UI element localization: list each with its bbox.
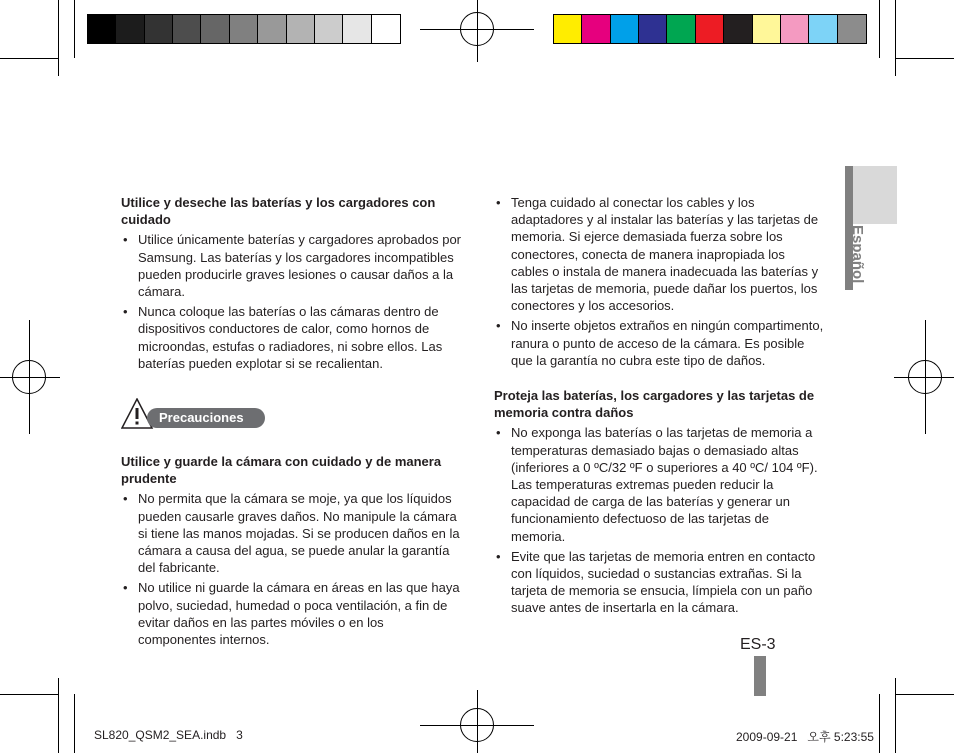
crop-mark	[74, 694, 75, 753]
crop-mark	[895, 678, 896, 753]
page-number: ES-3	[740, 636, 776, 653]
bullet-list	[494, 194, 826, 369]
bullet-list	[121, 231, 461, 372]
registration-line	[925, 320, 926, 434]
language-tab-label: Español	[849, 225, 866, 284]
crop-mark	[879, 694, 880, 753]
color-swatch	[372, 15, 400, 43]
right-column	[494, 194, 826, 620]
crop-mark	[895, 694, 954, 695]
language-tab-box	[852, 166, 897, 224]
list-item: • Utilice únicamente baterías y cargadores aprobados por Samsung. Las baterías y los cargadores incompatibles pueden producirle graves lesiones o causar daños a la cámara.	[121, 231, 461, 300]
color-swatch	[88, 15, 116, 43]
color-swatch	[639, 15, 667, 43]
registration-line	[477, 0, 478, 62]
color-swatch	[667, 15, 695, 43]
list-item: • No utilice ni guarde la cámara en áreas en las que haya polvo, suciedad, humedad o poca ventilación, a fin de evitar daños en las partes móviles o en los componentes internos.	[121, 579, 461, 648]
color-swatch	[582, 15, 610, 43]
crop-mark	[895, 58, 954, 59]
color-swatch	[343, 15, 371, 43]
crop-mark	[74, 0, 75, 58]
grayscale-bar	[87, 14, 401, 44]
registration-line	[477, 690, 478, 753]
list-item: • No inserte objetos extraños en ningún compartimento, ranura o punto de acceso de la cámara. Es posible que la garantía no cubra este tipo de daños.	[494, 317, 826, 369]
list-item: • Evite que las tarjetas de memoria entren en contacto con líquidos, suciedad o sustancias extrañas. Si la tarjeta de memoria se ensucia, límpiela con un paño suave antes de insertarla en la cámara.	[494, 548, 826, 617]
color-swatch	[696, 15, 724, 43]
precaution-label: Precauciones	[147, 408, 265, 428]
color-swatch	[145, 15, 173, 43]
bullet-list	[494, 424, 826, 616]
registration-line	[894, 377, 954, 378]
list-item: • Tenga cuidado al conectar los cables y los adaptadores y al instalar las baterías y las tarjetas de memoria. Si ejerce demasiada fuerza sobre los conectores, conecta de manera inapropiada los cables o instala de manera inadecuada las baterías y las tarjetas de memoria, puede dañar los puertos, los conectores y los accesorios.	[494, 194, 826, 314]
color-swatch	[838, 15, 866, 43]
crop-mark	[0, 694, 58, 695]
footer-file-info: SL820_QSM2_SEA.indb 3	[94, 728, 243, 742]
section-heading: Proteja las baterías, los cargadores y las tarjetas de memoria contra daños	[494, 388, 815, 421]
crop-mark	[895, 0, 896, 76]
color-swatch	[753, 15, 781, 43]
color-swatch	[173, 15, 201, 43]
crop-mark	[879, 0, 880, 58]
crop-mark	[58, 0, 59, 76]
color-swatch	[611, 15, 639, 43]
color-swatch	[116, 15, 144, 43]
color-bar	[553, 14, 867, 44]
crop-mark	[0, 58, 58, 59]
registration-line	[29, 320, 30, 434]
list-item: • Nunca coloque las baterías o las cámaras dentro de dispositivos conductores de calor, como hornos de microondas, estufas o radiadores, ni sobre ellos. Las baterías pueden explotar si se recalientan.	[121, 303, 461, 372]
color-swatch	[287, 15, 315, 43]
color-swatch	[554, 15, 582, 43]
bullet-list	[121, 490, 461, 648]
section-heading: Utilice y deseche las baterías y los cargadores con cuidado	[121, 195, 436, 228]
crop-mark	[58, 678, 59, 753]
color-swatch	[201, 15, 229, 43]
footer-timestamp: 2009-09-21 오후 5:23:55	[736, 730, 874, 744]
color-swatch	[781, 15, 809, 43]
list-item: • No exponga las baterías o las tarjetas de memoria a temperaturas demasiado bajas o demasiado altas (inferiores a 0 ºC/32 ºF o superiores a 40 ºC/ 104 ºF). Las temperaturas extremas pueden reducir la capacidad de carga de las baterías y generar un funcionamiento defectuoso de las tarjetas de memoria.	[494, 424, 826, 544]
color-swatch	[230, 15, 258, 43]
color-swatch	[724, 15, 752, 43]
page-number-bar	[754, 656, 766, 696]
left-column-bottom	[121, 453, 461, 651]
section-heading: Utilice y guarde la cámara con cuidado y de manera prudente	[121, 454, 442, 487]
left-column-top	[121, 194, 461, 375]
color-swatch	[809, 15, 837, 43]
color-swatch	[315, 15, 343, 43]
list-item: • No permita que la cámara se moje, ya que los líquidos pueden causarle graves daños. No manipule la cámara si tiene las manos mojadas. Si se producen daños en la cámara a causa del agua, se puede anular la garantía del fabricante.	[121, 490, 461, 576]
registration-line	[0, 377, 60, 378]
color-swatch	[258, 15, 286, 43]
